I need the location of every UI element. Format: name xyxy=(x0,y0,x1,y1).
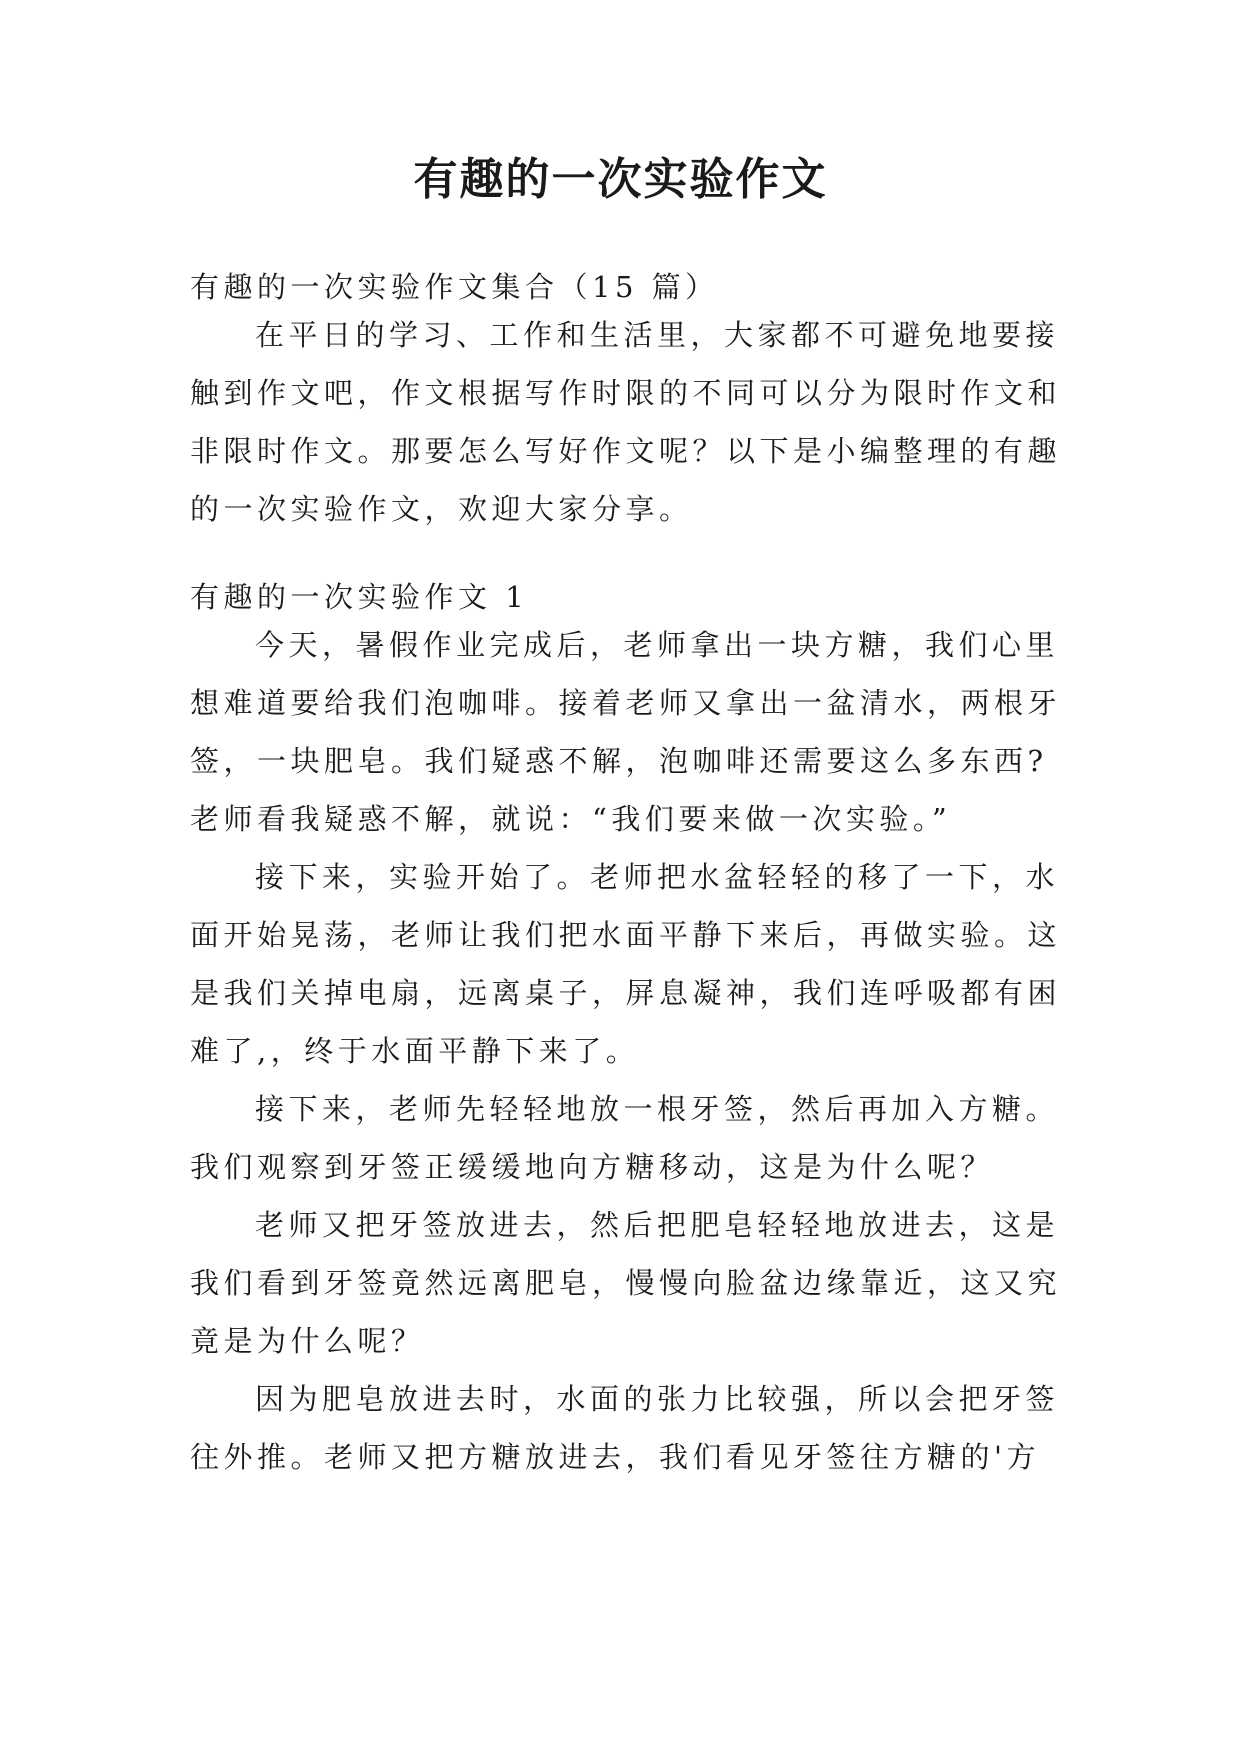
paragraph-5 xyxy=(190,1370,1070,1486)
paragraph-line: 我们看到牙签竟然远离肥皂，慢慢向脸盆边缘靠近，这又究 xyxy=(190,1266,1062,1300)
intro-line: 的一次实验作文，欢迎大家分享。 xyxy=(190,492,693,526)
paragraph-line: 接下来，实验开始了。老师把水盆轻轻的移了一下，水 xyxy=(255,860,1060,894)
paragraph-2 xyxy=(190,848,1070,1080)
paragraph-line: 老师看我疑惑不解，就说：“我们要来做一次实验。” xyxy=(190,802,952,836)
paragraph-4 xyxy=(190,1196,1070,1370)
paragraph-line: 我们观察到牙签正缓缓地向方糖移动，这是为什么呢？ xyxy=(190,1150,995,1184)
paragraph-line: 是我们关掉电扇，远离桌子，屏息凝神，我们连呼吸都有困 xyxy=(190,976,1062,1010)
section-heading-text: 有趣的一次实验作文 1 xyxy=(190,580,529,614)
intro-line: 非限时作文。那要怎么写好作文呢？以下是小编整理的有趣 xyxy=(190,434,1062,468)
paragraph-line: 竟是为什么呢？ xyxy=(190,1324,425,1358)
paragraph-line: 面开始晃荡，老师让我们把水面平静下来后，再做实验。这 xyxy=(190,918,1062,952)
paragraph-line: 往外推。老师又把方糖放进去，我们看见牙签往方糖的'方 xyxy=(190,1440,1040,1474)
paragraph-line: 想难道要给我们泡咖啡。接着老师又拿出一盆清水，两根牙 xyxy=(190,686,1062,720)
paragraph-3 xyxy=(190,1080,1070,1196)
intro-line: 触到作文吧，作文根据写作时限的不同可以分为限时作文和 xyxy=(190,376,1062,410)
paragraph-line: 难了,，终于水面平静下来了。 xyxy=(190,1034,640,1068)
intro-paragraph xyxy=(190,306,1070,538)
collection-heading-text: 有趣的一次实验作文集合（15 篇） xyxy=(190,270,719,304)
intro-line: 在平日的学习、工作和生活里，大家都不可避免地要接 xyxy=(255,318,1060,352)
paragraph-line: 今天，暑假作业完成后，老师拿出一块方糖，我们心里 xyxy=(255,628,1060,662)
paragraph-1 xyxy=(190,616,1070,848)
paragraph-line: 老师又把牙签放进去，然后把肥皂轻轻地放进去，这是 xyxy=(255,1208,1060,1242)
paragraph-line: 接下来，老师先轻轻地放一根牙签，然后再加入方糖。 xyxy=(255,1092,1060,1126)
paragraph-line: 因为肥皂放进去时，水面的张力比较强，所以会把牙签 xyxy=(255,1382,1060,1416)
document-title: 有趣的一次实验作文 xyxy=(413,154,828,205)
paragraph-line: 签，一块肥皂。我们疑惑不解，泡咖啡还需要这么多东西? xyxy=(190,744,1048,778)
